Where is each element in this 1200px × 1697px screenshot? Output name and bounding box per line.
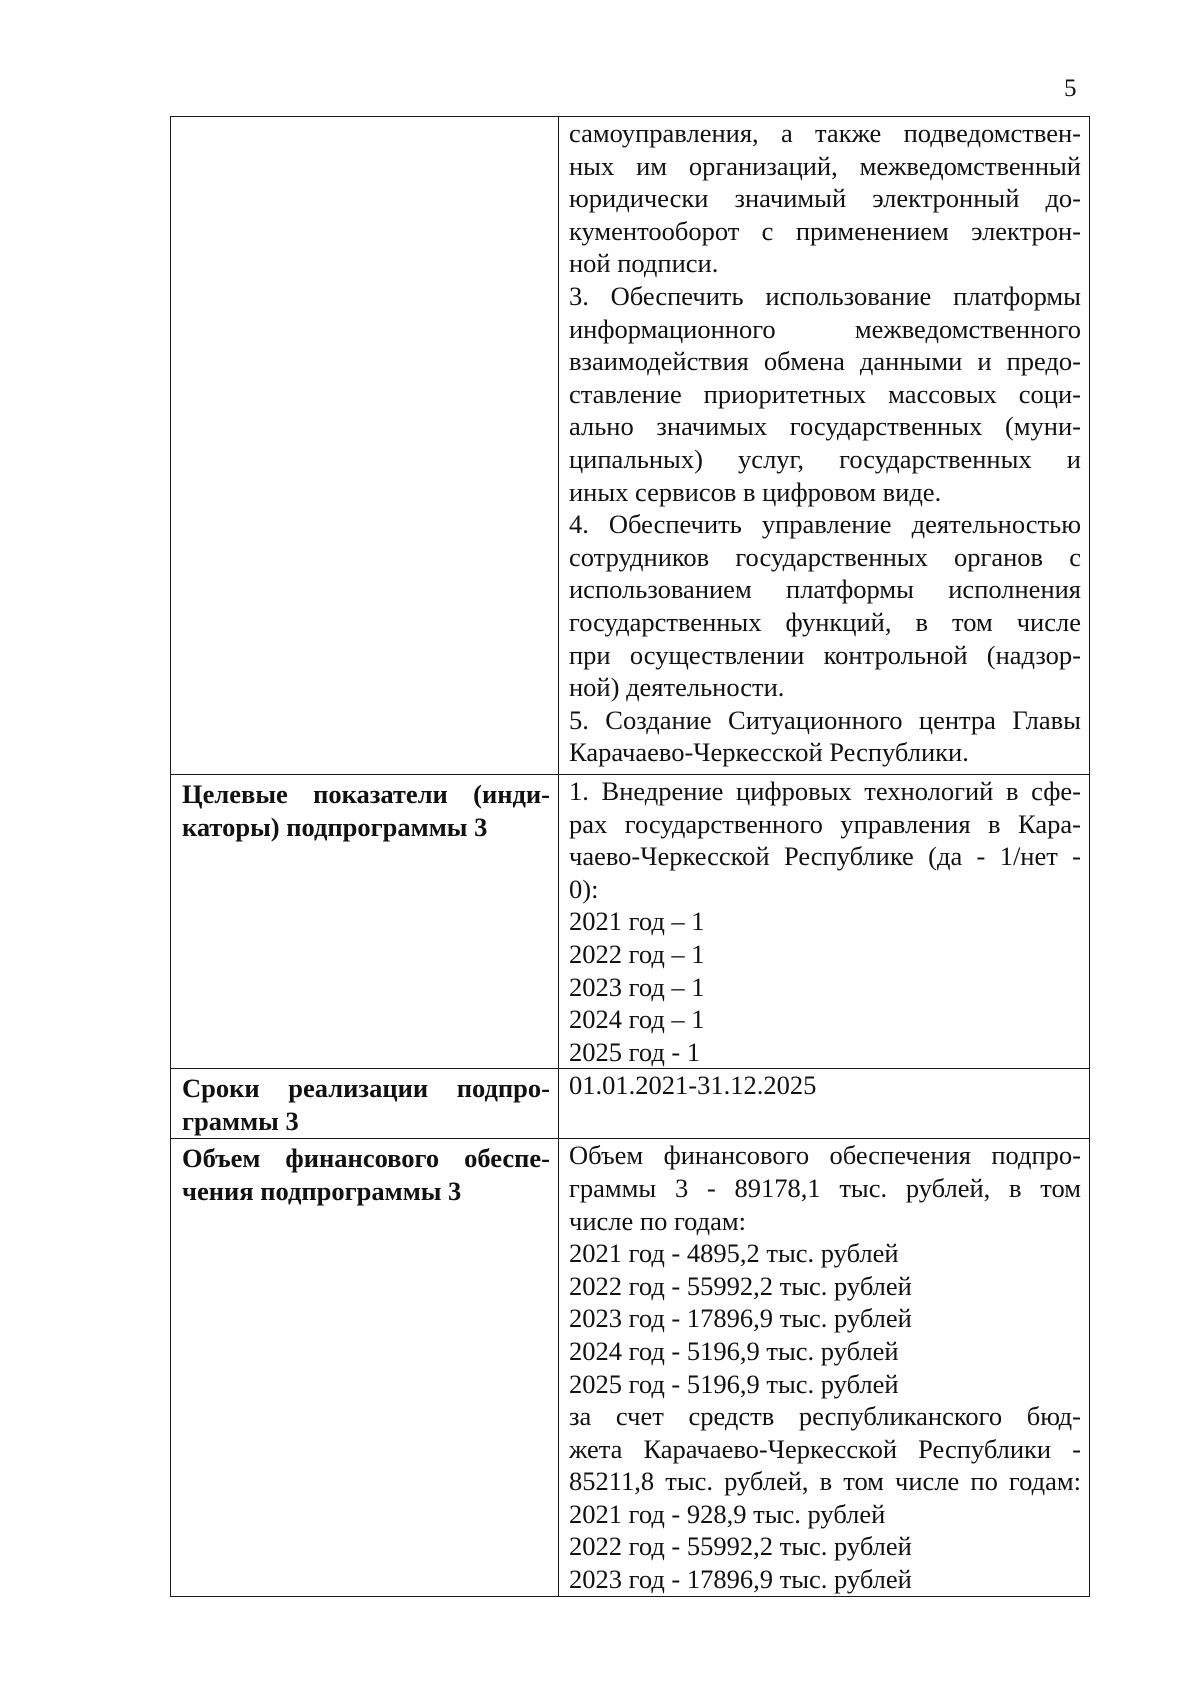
- row-label: Сроки реализации подпро-граммы 3: [182, 1073, 550, 1137]
- text-line: использованием платформы исполнения: [569, 574, 1081, 605]
- text-line: ных им организаций, межведомственный: [569, 150, 1081, 181]
- row-label: [171, 117, 558, 120]
- text-line: взаимодействия обмена данными и предо-: [569, 346, 1081, 377]
- text-line: 4. Обеспечить управление деятельностью: [569, 509, 1081, 540]
- row-value: [559, 117, 1089, 769]
- row-label: Объем финансового обеспе-чения подпрограммы 3: [182, 1143, 550, 1207]
- text-line: 2024 год – 1: [569, 1004, 705, 1035]
- page-number: 5: [1064, 75, 1077, 102]
- text-line: при осуществлении контрольной (надзор-: [569, 639, 1081, 670]
- text-line: граммы 3 - 89178,1 тыс. рублей, в том: [569, 1172, 1081, 1203]
- text-line: 5. Создание Ситуационного центра Главы: [569, 704, 1081, 735]
- row-value-cell: [559, 1139, 1090, 1596]
- text-line: ной) деятельности.: [569, 672, 785, 703]
- text-line: числе по годам:: [569, 1205, 747, 1236]
- text-line: 2025 год - 5196,9 тыс. рублей: [569, 1368, 899, 1399]
- table-row: [171, 1069, 1090, 1139]
- text-line: кументооборот с применением электрон-: [569, 215, 1081, 246]
- text-line: Объем финансового обеспечения подпро-: [569, 1140, 1081, 1171]
- text-line: юридически значимый электронный до-: [569, 183, 1081, 214]
- text-line: Карачаево-Черкесской Республики.: [569, 737, 969, 768]
- text-line: за счет средств республиканского бюд-: [569, 1401, 1081, 1432]
- text-line: 85211,8 тыс. рублей, в том числе по годам:: [569, 1466, 1081, 1497]
- row-value: [559, 775, 1089, 1068]
- text-line: 2022 год - 55992,2 тыс. рублей: [569, 1531, 912, 1562]
- text-line: ципальных) услуг, государственных и: [569, 443, 1081, 474]
- table-row: [171, 117, 1090, 775]
- text-line: рах государственного управления в Кара-: [569, 808, 1081, 839]
- text-line: 2023 год – 1: [569, 971, 705, 1002]
- row-label-cell: [171, 775, 559, 1069]
- text-line: 2023 год - 17896,9 тыс. рублей: [569, 1564, 912, 1595]
- row-value-cell: [559, 1069, 1090, 1139]
- text-line: 2021 год - 4895,2 тыс. рублей: [569, 1238, 899, 1269]
- text-line: 2025 год - 1: [569, 1036, 701, 1067]
- text-line: 2022 год - 55992,2 тыс. рублей: [569, 1270, 912, 1301]
- text-line: самоуправления, а также подведомствен-: [569, 118, 1081, 148]
- row-label-cell: [171, 117, 559, 775]
- text-line: 2024 год - 5196,9 тыс. рублей: [569, 1335, 899, 1366]
- text-line: 1. Внедрение цифровых технологий в сфе-: [569, 776, 1081, 806]
- text-line: информационного межведомственного: [569, 313, 1081, 344]
- text-line: ально значимых государственных (муни-: [569, 411, 1081, 442]
- row-value: [559, 1069, 1089, 1102]
- table-row: [171, 775, 1090, 1069]
- text-line: ставление приоритетных массовых соци-: [569, 378, 1081, 409]
- text-line: ной подписи.: [569, 248, 719, 279]
- text-line: иных сервисов в цифровом виде.: [569, 476, 942, 507]
- row-value: [559, 1139, 1089, 1595]
- text-line: чаево-Черкесской Республике (да - 1/нет -: [569, 841, 1081, 872]
- row-value-cell: [559, 775, 1090, 1069]
- text-line: 2021 год - 928,9 тыс. рублей: [569, 1498, 886, 1529]
- passport-table: [170, 116, 1090, 1597]
- text-line: 2023 год - 17896,9 тыс. рублей: [569, 1303, 912, 1334]
- row-label-cell: [171, 1069, 559, 1139]
- text-line: 2022 год – 1: [569, 938, 705, 969]
- row-label-cell: [171, 1139, 559, 1596]
- row-value-cell: [559, 117, 1090, 775]
- text-line: сотрудников государственных органов с: [569, 541, 1081, 572]
- text-line: государственных функций, в том числе: [569, 606, 1081, 637]
- table-row: [171, 1139, 1090, 1596]
- text-line: жета Карачаево-Черкесской Республики -: [569, 1433, 1081, 1464]
- row-label: Целевые показатели (инди-каторы) подпрограммы 3: [182, 779, 550, 842]
- text-line: 01.01.2021-31.12.2025: [569, 1070, 817, 1101]
- text-line: 0):: [569, 873, 599, 904]
- text-line: 3. Обеспечить использование платформы: [569, 280, 1081, 311]
- text-line: 2021 год – 1: [569, 906, 705, 937]
